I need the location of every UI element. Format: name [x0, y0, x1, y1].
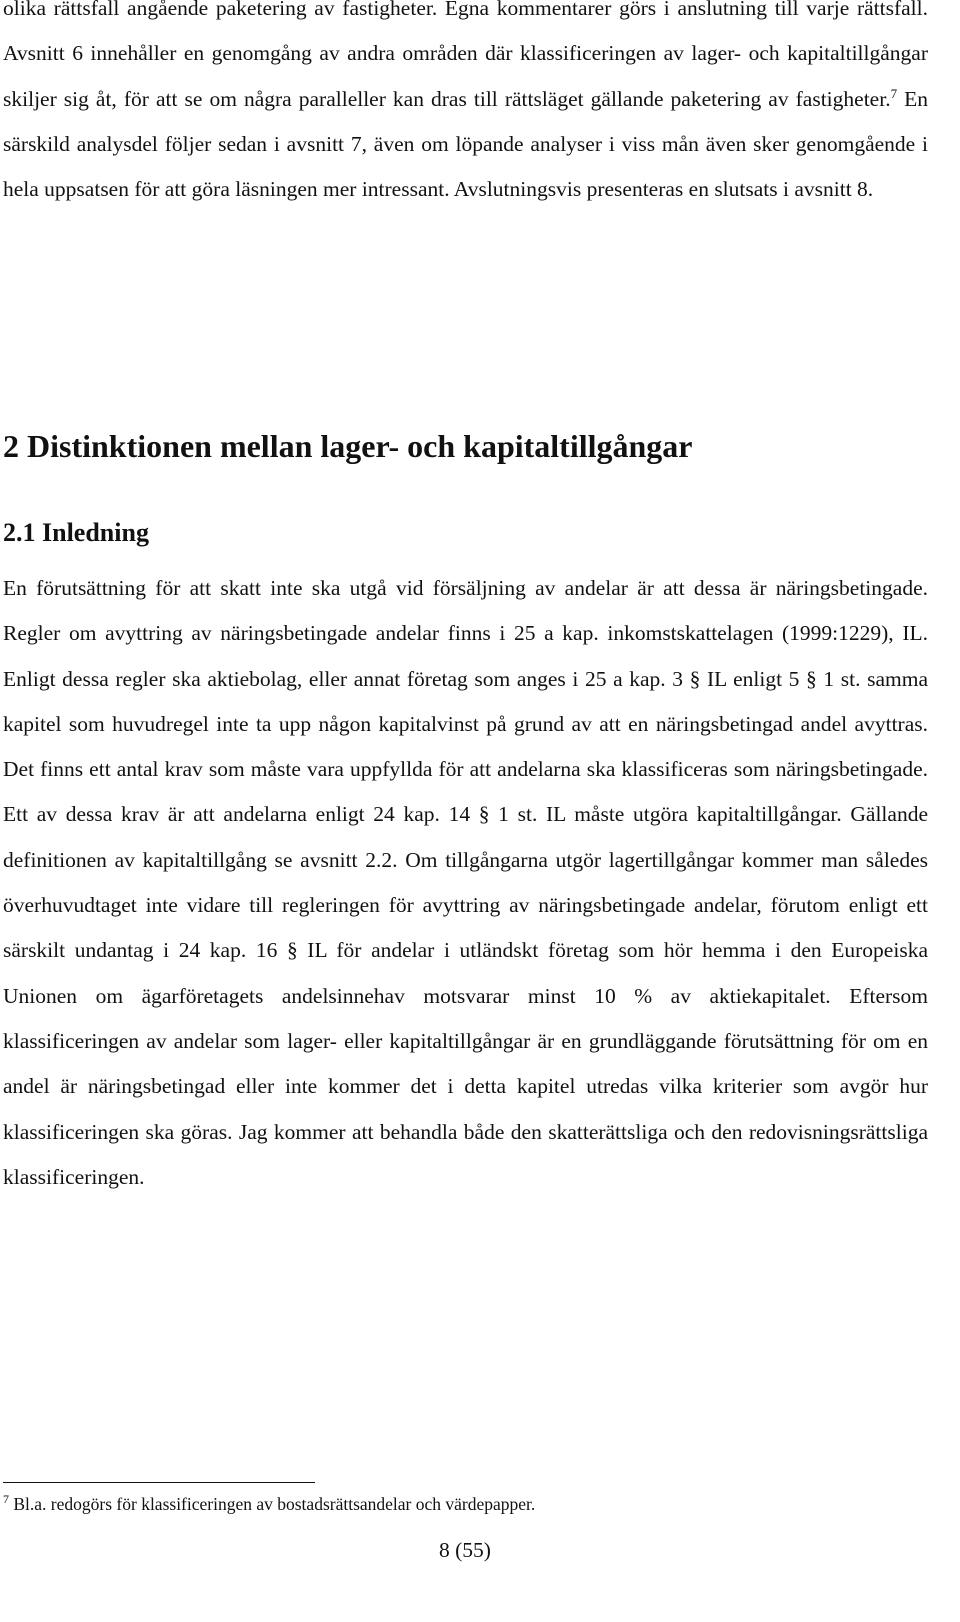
intro-paragraph	[3, 0, 928, 212]
footnote-text: Bl.a. redogörs för klassificeringen av bostadsrättsandelar och värdepapper.	[9, 1494, 536, 1514]
intro-text-after-ref: En särskild analysdel följer sedan i avsnitt 7, även om löpande analyser i viss mån även sker genomgående i hela uppsatsen för att göra läsningen mer intressant. Avslutningsvis presenteras en slutsats i avsnitt 8.	[3, 86, 928, 202]
page-number: 8 (55)	[439, 1538, 491, 1562]
main-paragraph: En förutsättning för att skatt inte ska utgå vid försäljning av andelar är att dessa är näringsbetingade. Regler om avyttring av näringsbetingade andelar finns i 25 a kap. inkomstskattelagen (1999:1229), IL. Enligt dessa regler ska aktiebolag, eller annat företag som anges i 25 a kap. 3 § IL enligt 5 § 1 st. samma kapitel som huvudregel inte ta upp någon kapitalvinst på grund av att en näringsbetingad andel avyttras. Det finns ett antal krav som måste vara uppfyllda för att andelarna ska klassificeras som näringsbetingade. Ett av dessa krav är att andelarna enligt 24 kap. 14 § 1 st. IL måste utgöra kapitaltillgångar. Gällande definitionen av kapitaltillgång se avsnitt 2.2. Om tillgångarna utgör lagertillgångar kommer man således överhuvudtaget inte vidare till regleringen för avyttring av näringsbetingade andelar, förutom enligt ett särskilt undantag i 24 kap. 16 § IL för andelar i utländskt företag som hör hemma i den Europeiska Unionen om ägarföretagets andelsinnehav motsvarar minst 10 % av aktiekapitalet. Eftersom klassificeringen av andelar som lager- eller kapitaltillgångar är en grundläggande förutsättning för om en andel är näringsbetingad eller inte kommer det i detta kapitel utredas vilka kriterier som avgör hur klassificeringen ska göras. Jag kommer att behandla både den skatterättsliga och den redovisningsrättsliga klassificeringen.	[3, 576, 928, 1189]
footnote	[3, 1491, 535, 1517]
footnote-reference[interactable]: 7	[890, 85, 898, 101]
subsection-heading: 2.1 Inledning	[3, 518, 149, 547]
footnote-number: 7	[3, 1492, 9, 1506]
section-heading: 2 Distinktionen mellan lager- och kapitaltillgångar	[3, 428, 693, 464]
intro-text-before-ref: olika rättsfall angående paketering av fastigheter. Egna kommentarer görs i anslutning till varje rättsfall. Avsnitt 6 innehåller en genomgång av andra områden där klassificeringen av lager- och kapitaltillgångar skiljer sig åt, för att se om några paralleller kan dras till rättsläget gällande paketering av fastigheter.	[3, 0, 928, 111]
footnote-separator	[3, 1482, 315, 1483]
